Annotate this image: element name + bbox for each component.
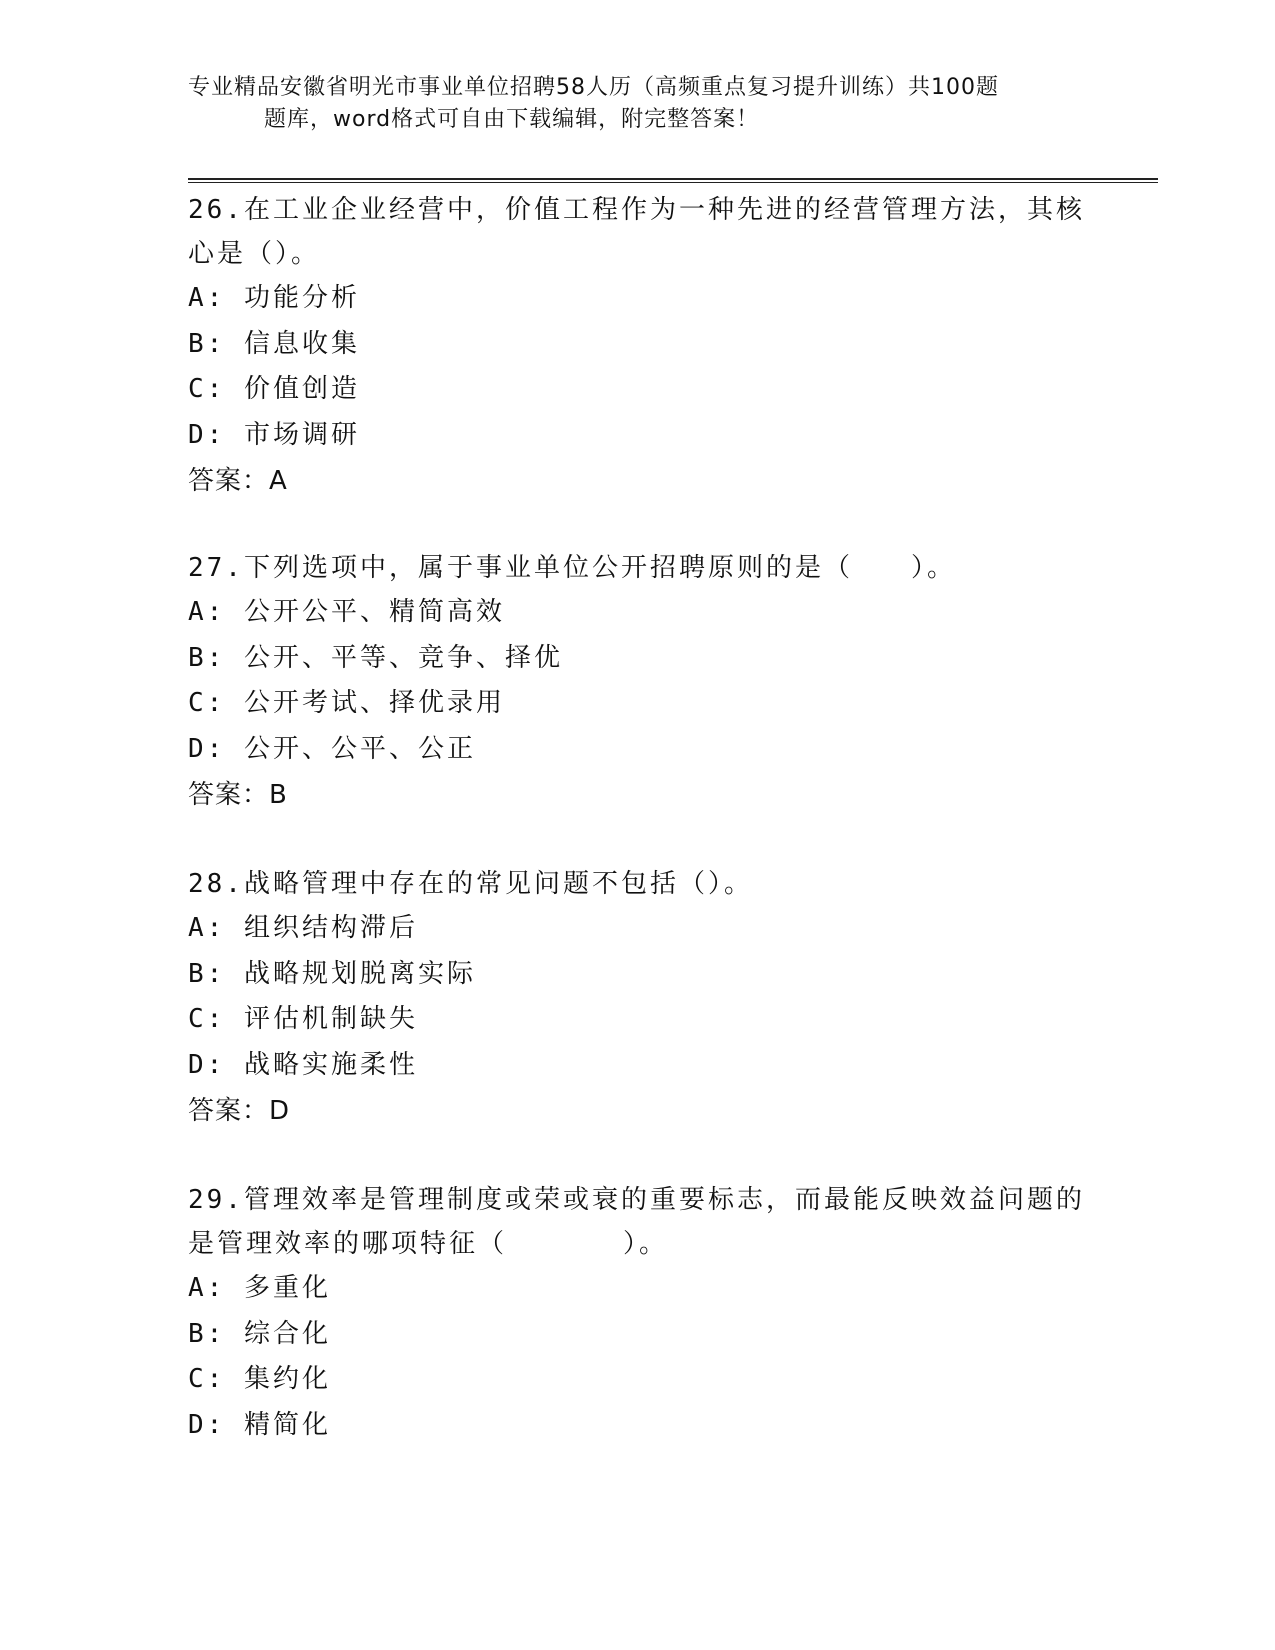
question-text: 27.下列选项中，属于事业单位公开招聘原则的是（ ）。: [188, 553, 956, 583]
answer-label: 答案：D: [188, 1096, 291, 1126]
header-divider: [188, 178, 1158, 183]
option-a: A: 功能分析: [188, 283, 360, 313]
option-a: A: 组织结构滞后: [188, 913, 418, 943]
option-c: C: 评估机制缺失: [188, 1004, 418, 1034]
question-27: [188, 546, 1088, 818]
option-b: B: 综合化: [188, 1318, 331, 1349]
option-b: B: 公开、平等、竞争、择优: [188, 642, 563, 673]
answer-label: 答案：A: [188, 466, 288, 496]
option-d: D: 市场调研: [188, 419, 360, 450]
option-d: D: 公开、公平、公正: [188, 733, 476, 764]
option-c: C: 公开考试、择优录用: [188, 688, 505, 718]
question-28: [188, 862, 1088, 1134]
header-title-line-2: 题库，word格式可自由下载编辑，附完整答案！: [264, 107, 760, 132]
question-list: [188, 188, 1088, 1492]
option-a: A: 多重化: [188, 1273, 331, 1303]
option-d: D: 战略实施柔性: [188, 1049, 418, 1080]
option-a: A: 公开公平、精简高效: [188, 597, 505, 627]
question-29: [188, 1178, 1088, 1448]
answer-label: 答案：B: [188, 780, 288, 810]
question-26: [188, 188, 1088, 504]
question-text: 26.在工业企业经营中，价值工程作为一种先进的经营管理方法，其核: [188, 195, 1085, 225]
option-b: B: 信息收集: [188, 328, 360, 359]
option-b: B: 战略规划脱离实际: [188, 958, 476, 989]
document-header: [188, 72, 1088, 136]
question-text-continued: 心是（）。: [188, 239, 321, 269]
question-text: 28.战略管理中存在的常见问题不包括（）。: [188, 869, 753, 899]
question-text: 29.管理效率是管理制度或荣或衰的重要标志，而最能反映效益问题的: [188, 1185, 1085, 1215]
header-title-line-1: 专业精品安徽省明光市事业单位招聘58人历（高频重点复习提升训练）共100题: [188, 75, 999, 100]
option-c: C: 集约化: [188, 1364, 331, 1394]
question-text-continued: 是管理效率的哪项特征（ ）。: [188, 1229, 669, 1259]
option-c: C: 价值创造: [188, 374, 360, 404]
option-d: D: 精简化: [188, 1409, 331, 1440]
